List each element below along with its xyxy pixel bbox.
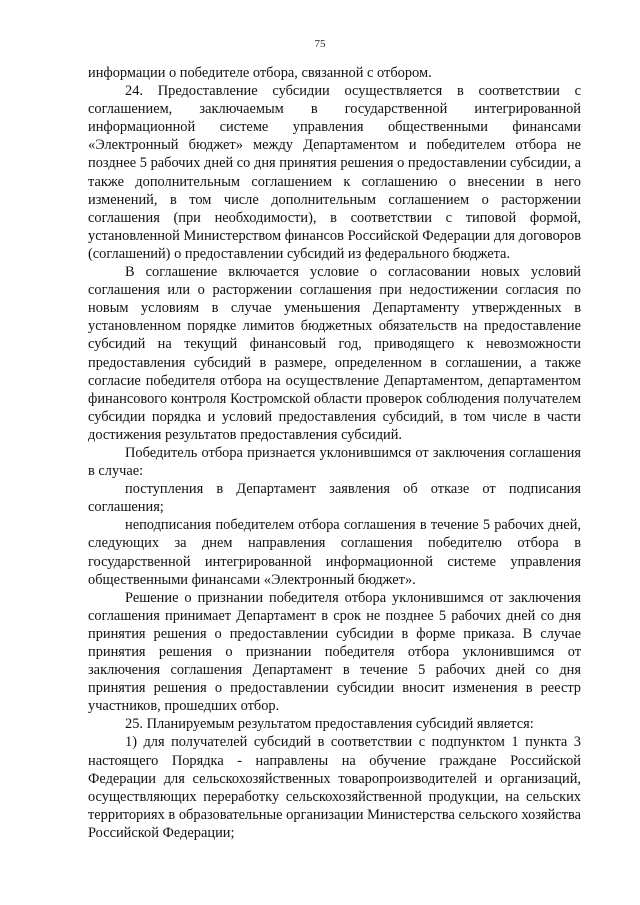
paragraph-result-item-1: 1) для получателей субсидий в соответствии с подпунктом 1 пункта 3 настоящего Порядка - направлены на обучение граждане Российской Федерации для сельскохозяйственных товаропроизводителей и организаций, осуществляющих переработку сельскохозяйственной продукции, на сельских территориях в образовательные организации Министерства сельского хозяйства Российской Федерации;: [88, 734, 581, 841]
paragraph-clause-25: 25. Планируемым результатом предоставления субсидий является:: [125, 716, 534, 733]
paragraph-clause-24: 24. Предоставление субсидии осуществляется в соответствии с соглашением, заключаемым в государственной интегрированной информационной системе управления общественными финансами «Электронный бюджет» между Департаментом и победителем отбора не позднее 5 рабочих дней со дня принятия решения о предоставлении субсидии, а также дополнительным соглашением к соглашению о внесении в него изменений, в том числе дополнительным соглашением о расторжении соглашения (при необходимости), в соответствии с типовой формой, установленной Министерством финансов Российской Федерации для договоров (соглашений) о предоставлении субсидий из федерального бюджета.: [88, 83, 581, 262]
document-body: [88, 64, 581, 842]
paragraph-continuation: информации о победителе отбора, связанной с отбором.: [88, 65, 432, 81]
paragraph-evasion-decision: Решение о признании победителя отбора уклонившимся от заключения соглашения принимает Департамент в срок не позднее 5 рабочих дней со дня принятия решения о предоставлении субсидии в форме приказа. В случае принятия решения о признании победителя отбора уклонившимся от заключения соглашения Департамент в течение 5 рабочих дней со дня принятия решения о предоставлении субсидии вносит изменения в реестр участников, прошедших отбор.: [88, 589, 581, 715]
paragraph-evasion-cases: Победитель отбора признается уклонившимся от заключения соглашения в случае:: [88, 444, 581, 480]
paragraph-refusal-application: поступления в Департамент заявления об отказе от подписания соглашения;: [88, 481, 581, 516]
paragraph-non-signing: неподписания победителем отбора соглашения в течение 5 рабочих дней, следующих за днем направления соглашения победителю отбора в государственной интегрированной информационной системе управления общественными финансами «Электронный бюджет».: [88, 517, 581, 588]
page-number: 75: [314, 38, 326, 50]
paragraph-agreement-conditions: В соглашение включается условие о согласовании новых условий соглашения или о расторжении соглашения при недостижении согласия по новым условиям в случае уменьшения Департаменту утвержденных в установленном порядке лимитов бюджетных обязательств на предоставление субсидий на текущий финансовый год, приводящего к невозможности предоставления субсидий в размере, определенном в соглашении, а также согласие победителя отбора на осуществление Департаментом, департаментом финансового контроля Костромской области проверок соблюдения получателем субсидии порядка и условий предоставления субсидий, в том числе в части достижения результатов предоставления субсидий.: [88, 264, 581, 443]
